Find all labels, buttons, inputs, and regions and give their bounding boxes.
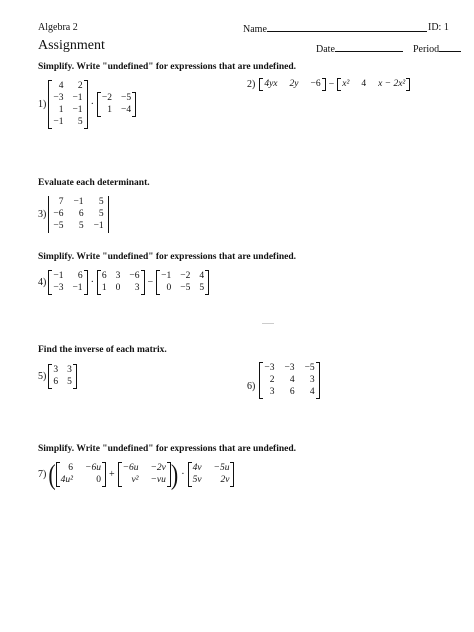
matrix-b [97,270,145,295]
matrix-cell: 6 [77,271,83,281]
problem-number: 3) [38,209,47,220]
matrix-b [118,462,171,487]
open-paren: ( [48,457,56,491]
matrix-b [97,92,136,117]
matrix-cell: 6 [78,209,84,219]
matrix-cell: 6 [289,387,295,397]
matrix-cell: −5 [180,283,191,293]
operator: · [90,277,94,288]
matrix-cell: −6 [53,209,64,219]
matrix-cell: −1 [72,93,83,103]
matrix-c [188,462,235,487]
matrix-cell: v² [131,475,139,485]
matrix-cell: 5v [192,475,202,485]
instruction-3: Simplify. Write "undefined" for expressions that are undefined. [38,252,297,262]
matrix-a [259,362,319,399]
matrix-cell: 0 [96,475,101,485]
problem-1 [38,80,136,129]
matrix-cell: −1 [161,271,172,281]
matrix-cell: −3 [53,283,64,293]
matrix-a [56,462,106,487]
matrix-cell: 3 [134,283,140,293]
instruction-4: Find the inverse of each matrix. [38,345,167,355]
matrix-cell: −5 [53,221,64,231]
determinant-matrix [48,196,108,233]
matrix-cell: x − 2x² [378,79,406,89]
matrix-cell: 5 [98,197,104,207]
matrix-cell: −2 [101,93,113,103]
problem-2 [247,78,410,91]
matrix-cell: 4v [192,463,202,473]
matrix-cell: 7 [58,197,64,207]
operator: · [90,99,94,110]
matrix-cell: 2 [77,81,83,91]
matrix-cell: 3 [115,271,121,281]
course-name: Algebra 2 [38,22,78,33]
matrix-cell: x² [342,79,350,89]
matrix-cell: 3 [53,365,59,375]
problem-number: 4) [38,277,47,288]
matrix-cell: 6 [68,463,74,473]
operator: · [181,469,185,480]
problem-number: 6) [247,381,256,392]
matrix-a [48,80,87,129]
matrix-cell: −1 [72,105,83,115]
matrix-cell: 4 [289,375,295,385]
matrix-cell: 0 [115,283,121,293]
matrix-cell: 5 [67,377,72,387]
period-field [413,42,461,55]
matrix-b [337,78,410,91]
problem-4 [38,270,209,295]
matrix-cell: −1 [53,117,64,127]
matrix-cell: 1 [101,283,107,293]
matrix-cell: −1 [53,271,64,281]
matrix-cell: 4 [58,81,64,91]
matrix-cell: 1 [58,105,64,115]
matrix-cell: 4 [309,387,315,397]
instruction-2: Evaluate each determinant. [38,178,150,188]
matrix-cell: 5 [77,117,83,127]
matrix-cell: 3 [309,375,315,385]
matrix-cell: −2v [150,463,166,473]
matrix-cell: 1 [107,105,113,115]
matrix-cell: 4 [199,271,205,281]
matrix-cell: −1 [72,283,83,293]
problem-number: 2) [247,79,256,90]
matrix-cell: 4u² [60,475,74,485]
date-field [316,42,403,55]
matrix-cell: −2 [180,271,191,281]
matrix-cell: −3 [284,363,295,373]
matrix-cell: 5 [98,209,104,219]
matrix-cell: −6 [310,79,321,89]
matrix-cell: −4 [121,105,132,115]
matrix-cell: −1 [93,221,104,231]
matrix-cell: 2 [269,375,275,385]
matrix-cell: 3 [67,365,72,375]
problem-6 [247,362,320,399]
matrix-cell: 2y [289,79,299,89]
matrix-cell: −1 [73,197,84,207]
operator: − [328,79,335,90]
instruction-1: Simplify. Write "undefined" for expressions that are undefined. [38,62,297,72]
date-label: Date [316,44,335,55]
problem-5 [38,364,77,389]
matrix-cell: 5 [78,221,84,231]
matrix-cell: 6 [101,271,107,281]
matrix-cell: 6 [53,377,59,387]
problem-3 [38,196,109,233]
instruction-5: Simplify. Write "undefined" for expressions that are undefined. [38,444,297,454]
problem-7 [38,457,234,491]
date-line [335,42,403,52]
matrix-cell: −3 [53,93,64,103]
matrix-a [48,364,77,389]
matrix-c [156,270,209,295]
period-line [439,42,461,52]
matrix-cell: −6 [129,271,140,281]
matrix-cell: −5u [213,463,230,473]
matrix-cell: −6u [122,463,139,473]
matrix-a [259,78,325,91]
matrix-cell: 0 [166,283,172,293]
matrix-cell: 2v [220,475,230,485]
matrix-cell: 4 [361,79,367,89]
scan-mark [262,323,274,324]
name-field [243,22,427,35]
id-label: ID: 1 [428,22,449,33]
problem-number: 7) [38,469,47,480]
matrix-cell: 3 [269,387,275,397]
problem-number: 5) [38,371,47,382]
matrix-cell: −3 [264,363,275,373]
page-title: Assignment [38,38,105,53]
name-label: Name [243,24,267,35]
matrix-cell: 4yx [264,79,278,89]
name-line [267,22,427,32]
matrix-cell: −5 [304,363,315,373]
close-paren: ) [170,457,179,491]
operator: + [108,469,115,480]
problem-number: 1) [38,99,47,110]
matrix-cell: −5 [121,93,132,103]
matrix-cell: −vu [150,475,166,485]
matrix-cell: −6u [85,463,101,473]
period-label: Period [413,44,440,55]
matrix-cell: 5 [199,283,205,293]
matrix-a [48,270,87,295]
operator: − [147,277,154,288]
